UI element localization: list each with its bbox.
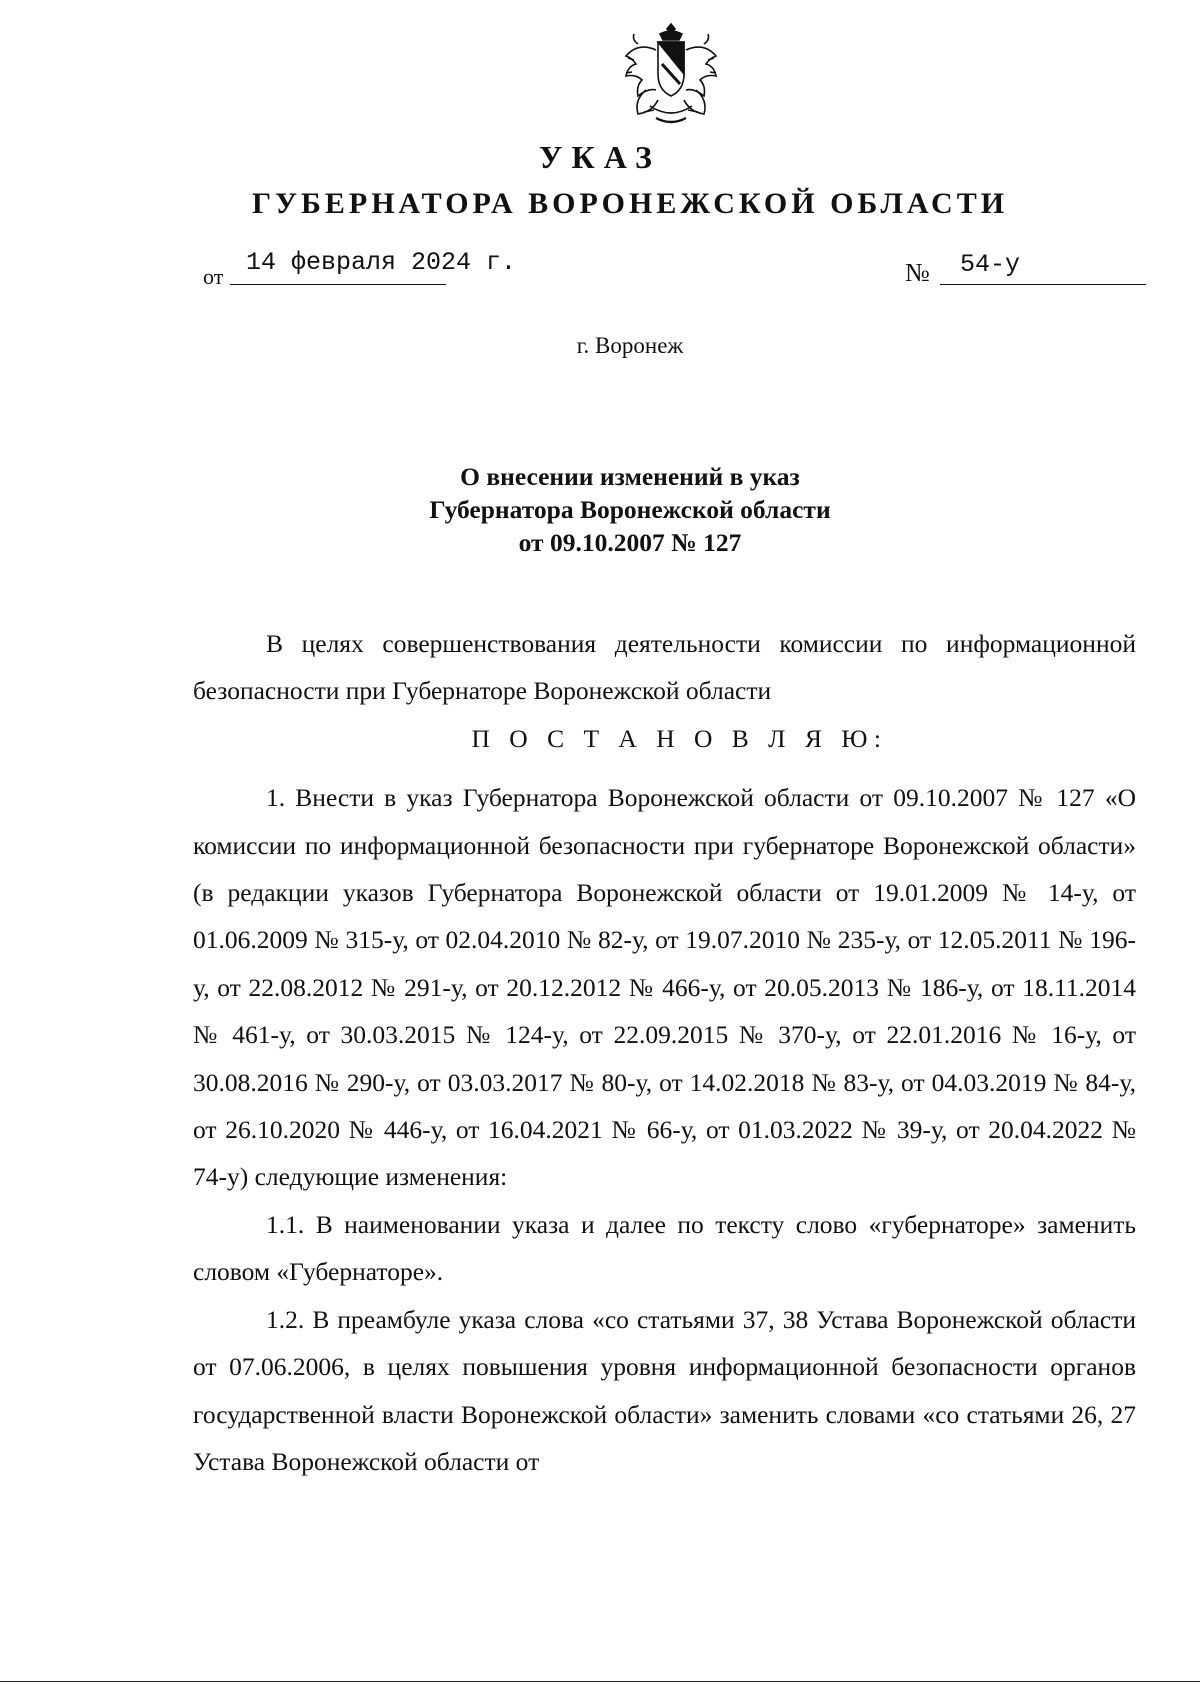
issuer-heading: ГУБЕРНАТОРА ВОРОНЕЖСКОЙ ОБЛАСТИ xyxy=(251,187,1009,220)
document-body xyxy=(193,620,1136,1485)
document-title xyxy=(0,460,1200,559)
title-line: Губернатора Воронежской области xyxy=(429,495,831,524)
preamble-paragraph: В целях совершенствования деятельности комиссии по информационной безопасности при Губернаторе Воронежской области xyxy=(193,629,1136,706)
clause-1-paragraph: 1. Внести в указ Губернатора Воронежской области от 09.10.2007 № 127 «О комиссии по информационной безопасности при губернаторе Воронежской области» (в редакции указов Губернатора Воронежской области от 19.01.2009 № 14-у, от 01.06.2009 № 315-у, от 02.04.2010 № 82-у, от 19.07.2010 № 235-у, от 12.05.2011 № 196-у, от 22.08.2012 № 291-у, от 20.12.2012 № 466-у, от 20.05.2013 № 186-у, от 18.11.2014 № 461-у, от 30.03.2015 № 124-у, от 22.09.2015 № 370-у, от 22.01.2016 № 16-у, от 30.08.2016 № 290-у, от 03.03.2017 № 80-у, от 14.02.2018 № 83-у, от 04.03.2019 № 84-у, от 26.10.2020 № 446-у, от 16.04.2021 № 66-у, от 01.03.2022 № 39-у, от 20.04.2022 № 74-у) следующие изменения: xyxy=(193,783,1136,1192)
document-type-heading: УКАЗ xyxy=(539,139,661,175)
coat-of-arms-emblem xyxy=(616,20,726,130)
number-underline xyxy=(940,284,1146,285)
page-bottom-rule xyxy=(0,1681,1200,1682)
decree-number: 54-у xyxy=(960,250,1021,279)
date-underline xyxy=(230,284,446,285)
decree-date: 14 февраля 2024 г. xyxy=(246,248,517,277)
clause-1-2-paragraph: 1.2. В преамбуле указа слова «со статьями 37, 38 Устава Воронежской области от 07.06.2006, в целях повышения уровня информационной безопасности органов государственной власти Воронежской области» заменить словами «со статьями 26, 27 Устава Воронежской области от xyxy=(193,1304,1136,1476)
number-prefix-label: № xyxy=(905,258,930,287)
clause-1-1-paragraph: 1.1. В наименовании указа и далее по тексту слово «губернаторе» заменить словом «Губернаторе». xyxy=(193,1209,1136,1287)
decree-phrase: П О С Т А Н О В Л Я Ю: xyxy=(471,723,888,753)
date-prefix-label: от xyxy=(203,264,224,289)
city-line: г. Воронеж xyxy=(576,333,684,358)
title-line: от 09.10.2007 № 127 xyxy=(518,528,742,557)
title-line: О внесении изменений в указ xyxy=(460,462,800,491)
